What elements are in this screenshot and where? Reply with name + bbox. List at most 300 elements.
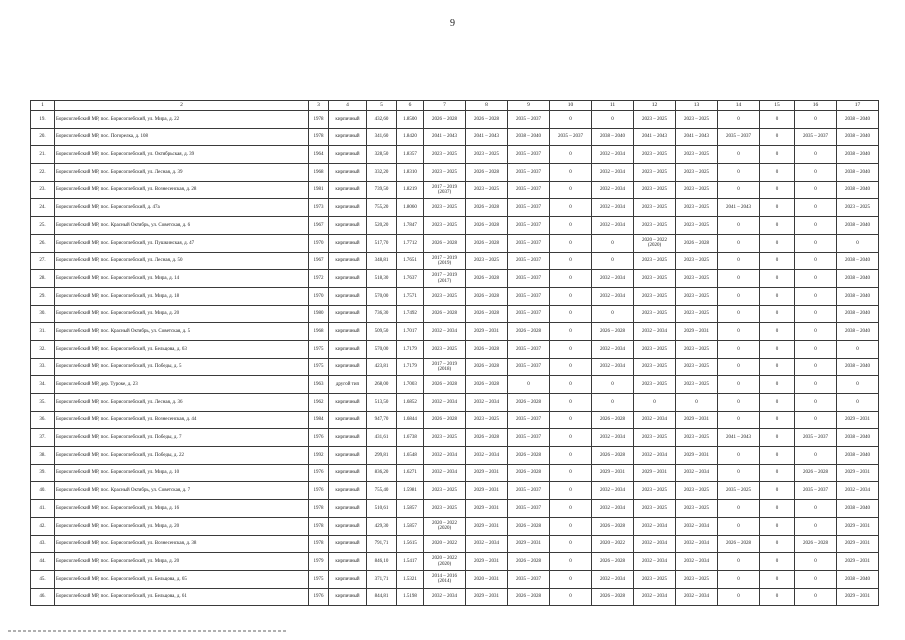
address-cell: Борисоглебский МР, пос. Красный Октябрь, ул. Советская, д. 6 (55, 217, 309, 235)
table-cell: 1.7651 (397, 252, 424, 270)
table-cell: кирпичный (329, 340, 367, 358)
table-cell: 2029 – 2031 (676, 411, 718, 429)
table-cell: 0 (550, 500, 592, 518)
table-cell: 2029 – 2031 (837, 411, 879, 429)
table-cell: 2020 – 2022 (592, 535, 634, 553)
table-cell: 0 (795, 517, 837, 535)
table-row (31, 111, 879, 129)
table-cell: 28. (31, 270, 55, 288)
table-cell: 0 (760, 340, 795, 358)
table-row (31, 358, 879, 376)
table-cell: 0 (760, 535, 795, 553)
table-cell: 0 (592, 394, 634, 412)
table-cell: 2035 – 2037 (550, 128, 592, 146)
table-cell: 2032 – 2034 (592, 217, 634, 235)
address-cell: Борисоглебский МР, пос. Борисоглебский, ул. Пушкинская, д. 47 (55, 234, 309, 252)
table-row (31, 464, 879, 482)
table-cell: 2032 – 2034 (466, 394, 508, 412)
table-row (31, 429, 879, 447)
table-cell: 2026 – 2028 (466, 217, 508, 235)
table-cell: 1.8500 (397, 111, 424, 129)
address-cell: Борисоглебский МР, пос. Борисоглебский, ул. Бельцова, д. 65 (55, 570, 309, 588)
table-cell: 1976 (309, 464, 329, 482)
table-cell: 2038 – 2040 (592, 128, 634, 146)
address-cell: Борисоглебский МР, пос. Борисоглебский, ул. Победы, д. 5 (55, 358, 309, 376)
table-cell: 0 (795, 287, 837, 305)
table-cell: 0 (760, 517, 795, 535)
address-cell: Борисоглебский МР, пос. Борисоглебский, ул. Мира, д. 20 (55, 305, 309, 323)
table-cell: 0 (550, 394, 592, 412)
table-cell: 2023 – 2025 (634, 482, 676, 500)
table-cell: 46. (31, 588, 55, 606)
table-cell: 2032 – 2034 (634, 517, 676, 535)
table-cell: 1978 (309, 111, 329, 129)
table-cell: 2035 – 2037 (508, 252, 550, 270)
table-cell: 1975 (309, 340, 329, 358)
table-cell: 0 (718, 252, 760, 270)
table-cell: 0 (795, 340, 837, 358)
table-cell: 2023 – 2025 (466, 146, 508, 164)
table-cell: 1.8357 (397, 146, 424, 164)
table-cell: 39. (31, 464, 55, 482)
table-cell: 0 (550, 252, 592, 270)
table-cell: 2038 – 2040 (837, 164, 879, 182)
table-cell: 2032 – 2034 (634, 553, 676, 571)
table-cell: 2023 – 2025 (676, 376, 718, 394)
table-cell: 1972 (309, 270, 329, 288)
table-cell: 0 (760, 588, 795, 606)
table-row (31, 128, 879, 146)
table-cell: 2029 – 2031 (676, 447, 718, 465)
table-cell: 1.7017 (397, 323, 424, 341)
table-cell: 2026 – 2028 (424, 111, 466, 129)
table-cell: 0 (718, 323, 760, 341)
table-cell: 2023 – 2025 (424, 164, 466, 182)
table-cell: 2026 – 2028 (466, 164, 508, 182)
table-cell: 0 (550, 411, 592, 429)
table-cell: 0 (550, 199, 592, 217)
table-cell: 1.5857 (397, 500, 424, 518)
table-cell: 0 (795, 500, 837, 518)
table-cell: кирпичный (329, 146, 367, 164)
table-cell: 0 (795, 323, 837, 341)
table-cell: 2029 – 2031 (466, 553, 508, 571)
table-cell: 2035 – 2037 (718, 128, 760, 146)
table-cell: 0 (795, 376, 837, 394)
table-cell: 0 (760, 111, 795, 129)
table-cell: 2023 – 2025 (676, 340, 718, 358)
table-cell: 0 (550, 553, 592, 571)
table-cell: 1.7712 (397, 234, 424, 252)
table-cell: 2023 – 2025 (676, 305, 718, 323)
table-cell: 0 (550, 287, 592, 305)
table-cell: 0 (760, 482, 795, 500)
table-cell: 1975 (309, 570, 329, 588)
table-cell: 2026 – 2028 (424, 234, 466, 252)
table-cell: 0 (795, 570, 837, 588)
table-cell: 0 (795, 553, 837, 571)
table-row (31, 535, 879, 553)
table-cell: 2026 – 2028 (592, 411, 634, 429)
table-cell: 1968 (309, 164, 329, 182)
table-row (31, 500, 879, 518)
table-cell: 2035 – 2037 (508, 287, 550, 305)
table-cell: 2035 – 2037 (508, 482, 550, 500)
address-cell: Борисоглебский МР, пос. Красный Октябрь, ул. Советская, д. 5 (55, 323, 309, 341)
table-cell: 42. (31, 517, 55, 535)
table-cell: 2041 – 2043 (634, 128, 676, 146)
table-cell: 328,50 (367, 146, 397, 164)
table-cell: 33. (31, 358, 55, 376)
table-cell: 0 (760, 500, 795, 518)
header-cell: 15 (760, 101, 795, 111)
table-cell: 2026 – 2028 (508, 323, 550, 341)
table-cell: 0 (795, 181, 837, 199)
table-cell: кирпичный (329, 535, 367, 553)
table-cell: 0 (718, 234, 760, 252)
table-cell: 0 (837, 394, 879, 412)
table-cell: 0 (760, 164, 795, 182)
table-cell: 0 (795, 447, 837, 465)
table-cell: 0 (550, 164, 592, 182)
table-cell: 2017 – 2019 (2018) (424, 358, 466, 376)
table-cell: 1976 (309, 482, 329, 500)
table-cell: 0 (760, 217, 795, 235)
table-cell: кирпичный (329, 588, 367, 606)
table-cell: 24. (31, 199, 55, 217)
table-cell: 2038 – 2040 (837, 252, 879, 270)
table-cell: 2035 – 2037 (795, 429, 837, 447)
table-cell: 1975 (309, 358, 329, 376)
table-row (31, 376, 879, 394)
table-cell: 2023 – 2025 (634, 270, 676, 288)
table-cell: 0 (718, 146, 760, 164)
table-cell: 1978 (309, 128, 329, 146)
table-cell: кирпичный (329, 270, 367, 288)
table-cell: кирпичный (329, 394, 367, 412)
table-row (31, 146, 879, 164)
table-cell: 26. (31, 234, 55, 252)
address-cell: Борисоглебский МР, пос. Красный Октябрь, ул. Советская, д. 7 (55, 482, 309, 500)
table-cell: 27. (31, 252, 55, 270)
header-cell: 12 (634, 101, 676, 111)
table-cell: 2029 – 2031 (466, 323, 508, 341)
table-cell: 2026 – 2028 (424, 411, 466, 429)
table-cell: 0 (718, 181, 760, 199)
table-cell: 2029 – 2031 (837, 535, 879, 553)
table-cell: 2041 – 2043 (718, 199, 760, 217)
table-cell: 1962 (309, 394, 329, 412)
table-cell: 1978 (309, 500, 329, 518)
table-cell: 432,60 (367, 111, 397, 129)
table-cell: 2032 – 2034 (592, 270, 634, 288)
table-cell: 0 (795, 199, 837, 217)
table-cell: 2032 – 2034 (634, 323, 676, 341)
address-cell: Борисоглебский МР, пос. Борисоглебский, ул. Победы, д. 7 (55, 429, 309, 447)
table-row (31, 447, 879, 465)
table-cell: 0 (795, 358, 837, 376)
table-cell: 0 (550, 181, 592, 199)
address-cell: Борисоглебский МР, пос. Борисоглебский, ул. Мира, д. 20 (55, 517, 309, 535)
table-cell: 2026 – 2028 (592, 447, 634, 465)
header-row (31, 101, 879, 111)
table-cell: 2035 – 2037 (508, 305, 550, 323)
table-cell: 2032 – 2034 (592, 181, 634, 199)
table-cell: 1973 (309, 199, 329, 217)
table-cell: 0 (795, 234, 837, 252)
table-row (31, 287, 879, 305)
table-cell: 0 (718, 111, 760, 129)
table-cell: 2041 – 2043 (718, 429, 760, 447)
table-cell: 0 (795, 164, 837, 182)
table-cell: 0 (718, 411, 760, 429)
address-cell: Борисоглебский МР, пос. Борисоглебский, ул. Вознесенская, д. 28 (55, 181, 309, 199)
table-cell: 2035 – 2037 (508, 500, 550, 518)
table-cell: 1979 (309, 553, 329, 571)
table-cell: 30. (31, 305, 55, 323)
scan-artifact-line (8, 630, 288, 632)
table-cell: 2035 – 2037 (508, 181, 550, 199)
table-cell: 1967 (309, 217, 329, 235)
table-cell: 1992 (309, 447, 329, 465)
table-cell: 2026 – 2028 (508, 517, 550, 535)
table-cell: 0 (760, 181, 795, 199)
table-cell: 2026 – 2028 (508, 447, 550, 465)
table-cell: 0 (837, 340, 879, 358)
table-cell: 22. (31, 164, 55, 182)
table-row (31, 270, 879, 288)
address-cell: Борисоглебский МР, дер. Туроке, д. 23 (55, 376, 309, 394)
table-cell: 0 (837, 234, 879, 252)
table-cell: 2023 – 2025 (466, 411, 508, 429)
table-cell: 2029 – 2031 (837, 517, 879, 535)
table-cell: 0 (760, 411, 795, 429)
table-cell: 0 (676, 394, 718, 412)
table-cell: 947,70 (367, 411, 397, 429)
table-cell: другой тип (329, 376, 367, 394)
table-cell: 2032 – 2034 (592, 199, 634, 217)
table-cell: 2026 – 2028 (508, 588, 550, 606)
table-cell: 0 (760, 358, 795, 376)
table-cell: 40. (31, 482, 55, 500)
table-cell: 1.5321 (397, 570, 424, 588)
table-cell: 2032 – 2034 (592, 429, 634, 447)
table-cell: 570,00 (367, 340, 397, 358)
table-cell: 2026 – 2028 (424, 376, 466, 394)
table-cell: 2032 – 2034 (424, 588, 466, 606)
table-cell: 2020 – 2022 (2020) (424, 553, 466, 571)
table-cell: 20. (31, 128, 55, 146)
table-cell: 2023 – 2025 (676, 358, 718, 376)
table-cell: 1.7179 (397, 358, 424, 376)
table-cell: 2026 – 2028 (466, 111, 508, 129)
table-cell: кирпичный (329, 429, 367, 447)
table-cell: 0 (550, 535, 592, 553)
table-cell: 0 (795, 217, 837, 235)
table-cell: 1.7179 (397, 340, 424, 358)
table-row (31, 164, 879, 182)
table-cell: 2032 – 2034 (634, 447, 676, 465)
table-cell: 31. (31, 323, 55, 341)
table-cell: 2026 – 2028 (466, 429, 508, 447)
table-cell: кирпичный (329, 447, 367, 465)
table-row (31, 199, 879, 217)
table-cell: 0 (550, 340, 592, 358)
table-cell: 2038 – 2040 (837, 447, 879, 465)
table-cell: 341,60 (367, 128, 397, 146)
table-cell: 1978 (309, 535, 329, 553)
address-cell: Борисоглебский МР, пос. Борисоглебский, ул. Бельцова, д. 61 (55, 588, 309, 606)
table-row (31, 394, 879, 412)
page-number: 9 (450, 18, 455, 29)
table-cell: 0 (718, 394, 760, 412)
table-cell: кирпичный (329, 517, 367, 535)
table-cell: 35. (31, 394, 55, 412)
table-cell: 0 (795, 588, 837, 606)
table-cell: 2038 – 2040 (837, 305, 879, 323)
table-cell: 2038 – 2040 (837, 181, 879, 199)
table-cell: 2026 – 2028 (718, 535, 760, 553)
table-cell: кирпичный (329, 305, 367, 323)
header-cell: 7 (424, 101, 466, 111)
table-cell: 2023 – 2025 (676, 181, 718, 199)
table-cell: 0 (760, 323, 795, 341)
table-cell: 1.6548 (397, 447, 424, 465)
table-cell: 2041 – 2043 (424, 128, 466, 146)
table-cell: 19. (31, 111, 55, 129)
table-cell: 1.7492 (397, 305, 424, 323)
table-cell: 2035 – 2037 (508, 234, 550, 252)
table-cell: 2035 – 2037 (508, 146, 550, 164)
table-cell: 2032 – 2034 (592, 146, 634, 164)
table-cell: 1.6852 (397, 394, 424, 412)
table-cell: 2038 – 2040 (837, 429, 879, 447)
table-cell: 2032 – 2034 (592, 570, 634, 588)
table-cell: 0 (760, 234, 795, 252)
table-cell: 2029 – 2031 (837, 553, 879, 571)
table-cell: 423,81 (367, 358, 397, 376)
table-cell: 2023 – 2025 (634, 340, 676, 358)
table-cell: 2035 – 2037 (508, 340, 550, 358)
table-cell: 513,50 (367, 394, 397, 412)
address-cell: Борисоглебский МР, пос. Борисоглебский, ул. Мира, д. 20 (55, 553, 309, 571)
table-cell: 1976 (309, 429, 329, 447)
table-cell: 0 (760, 270, 795, 288)
table-cell: 2014 – 2016 (2014) (424, 570, 466, 588)
address-cell: Борисоглебский МР, пос. Борисоглебский, ул. Бельцова, д. 63 (55, 340, 309, 358)
table-cell: 2026 – 2028 (466, 358, 508, 376)
table-cell: 0 (795, 146, 837, 164)
table-cell: 1.5857 (397, 517, 424, 535)
header-cell: 9 (508, 101, 550, 111)
table-cell: кирпичный (329, 128, 367, 146)
table-cell: 1.5198 (397, 588, 424, 606)
address-cell: Борисоглебский МР, пос. Борисоглебский, ул. Мира, д. 16 (55, 500, 309, 518)
table-cell: 2026 – 2028 (466, 234, 508, 252)
table-cell: 0 (718, 588, 760, 606)
table-cell: 0 (550, 429, 592, 447)
table-cell: 0 (760, 199, 795, 217)
table-cell: 2023 – 2025 (676, 270, 718, 288)
table-cell: 332,20 (367, 164, 397, 182)
table-row (31, 411, 879, 429)
table-cell: 846,10 (367, 553, 397, 571)
table-cell: 0 (550, 323, 592, 341)
table-cell: 1.8060 (397, 199, 424, 217)
table-row (31, 570, 879, 588)
table-cell: 2038 – 2040 (508, 128, 550, 146)
table-cell: 0 (795, 111, 837, 129)
table-cell: 0 (592, 234, 634, 252)
header-cell: 13 (676, 101, 718, 111)
header-cell: 4 (329, 101, 367, 111)
header-cell: 1 (31, 101, 55, 111)
table-cell: 37. (31, 429, 55, 447)
table-row (31, 181, 879, 199)
table-cell: 2035 – 2037 (508, 570, 550, 588)
table-cell: 2026 – 2028 (424, 305, 466, 323)
table-cell: кирпичный (329, 217, 367, 235)
table-cell: 1.7003 (397, 376, 424, 394)
table-cell: 2023 – 2025 (676, 111, 718, 129)
table-cell: 2023 – 2025 (676, 570, 718, 588)
address-cell: Борисоглебский МР, пос. Погорелка, д. 108 (55, 128, 309, 146)
table-cell: 791,71 (367, 535, 397, 553)
table-cell: 2026 – 2028 (592, 323, 634, 341)
table-cell: 2038 – 2040 (837, 500, 879, 518)
table-cell: 2026 – 2028 (592, 517, 634, 535)
table-cell: 2017 – 2019 (2037) (424, 181, 466, 199)
table-cell: 1978 (309, 517, 329, 535)
table-row (31, 517, 879, 535)
table-cell: 570,00 (367, 287, 397, 305)
table-cell: 2023 – 2025 (634, 181, 676, 199)
table-cell: 38. (31, 447, 55, 465)
table-cell: 0 (760, 287, 795, 305)
table-cell: 2029 – 2031 (466, 500, 508, 518)
table-cell: 2023 – 2025 (466, 252, 508, 270)
table-cell: 0 (718, 340, 760, 358)
table-row (31, 252, 879, 270)
address-cell: Борисоглебский МР, пос. Борисоглебский, ул. Вознесенская, д. 44 (55, 411, 309, 429)
table-cell: 0 (760, 464, 795, 482)
table-cell: кирпичный (329, 500, 367, 518)
address-cell: Борисоглебский МР, пос. Борисоглебский, ул. Мира, д. 22 (55, 111, 309, 129)
table-cell: 2023 – 2025 (676, 199, 718, 217)
table-cell: 1984 (309, 411, 329, 429)
table-cell: 2023 – 2025 (634, 217, 676, 235)
table-cell: 0 (718, 358, 760, 376)
table-cell: кирпичный (329, 181, 367, 199)
table-cell: 2026 – 2028 (508, 394, 550, 412)
table-cell: 2026 – 2028 (676, 234, 718, 252)
table-cell: 0 (550, 358, 592, 376)
table-cell: 44. (31, 553, 55, 571)
table-cell: 0 (760, 128, 795, 146)
table-cell: 0 (718, 570, 760, 588)
table-cell: 45. (31, 570, 55, 588)
table-cell: 0 (760, 570, 795, 588)
table-cell: 2035 – 2037 (508, 411, 550, 429)
table-cell: 0 (592, 305, 634, 323)
table-cell: кирпичный (329, 464, 367, 482)
table-cell: 2029 – 2031 (634, 464, 676, 482)
table-cell: 844,81 (367, 588, 397, 606)
address-cell: Борисоглебский МР, пос. Борисоглебский, ул. Мира, д. 10 (55, 464, 309, 482)
table-cell: 2017 – 2019 (2019) (424, 252, 466, 270)
table-cell: 1.5615 (397, 535, 424, 553)
table-row (31, 217, 879, 235)
